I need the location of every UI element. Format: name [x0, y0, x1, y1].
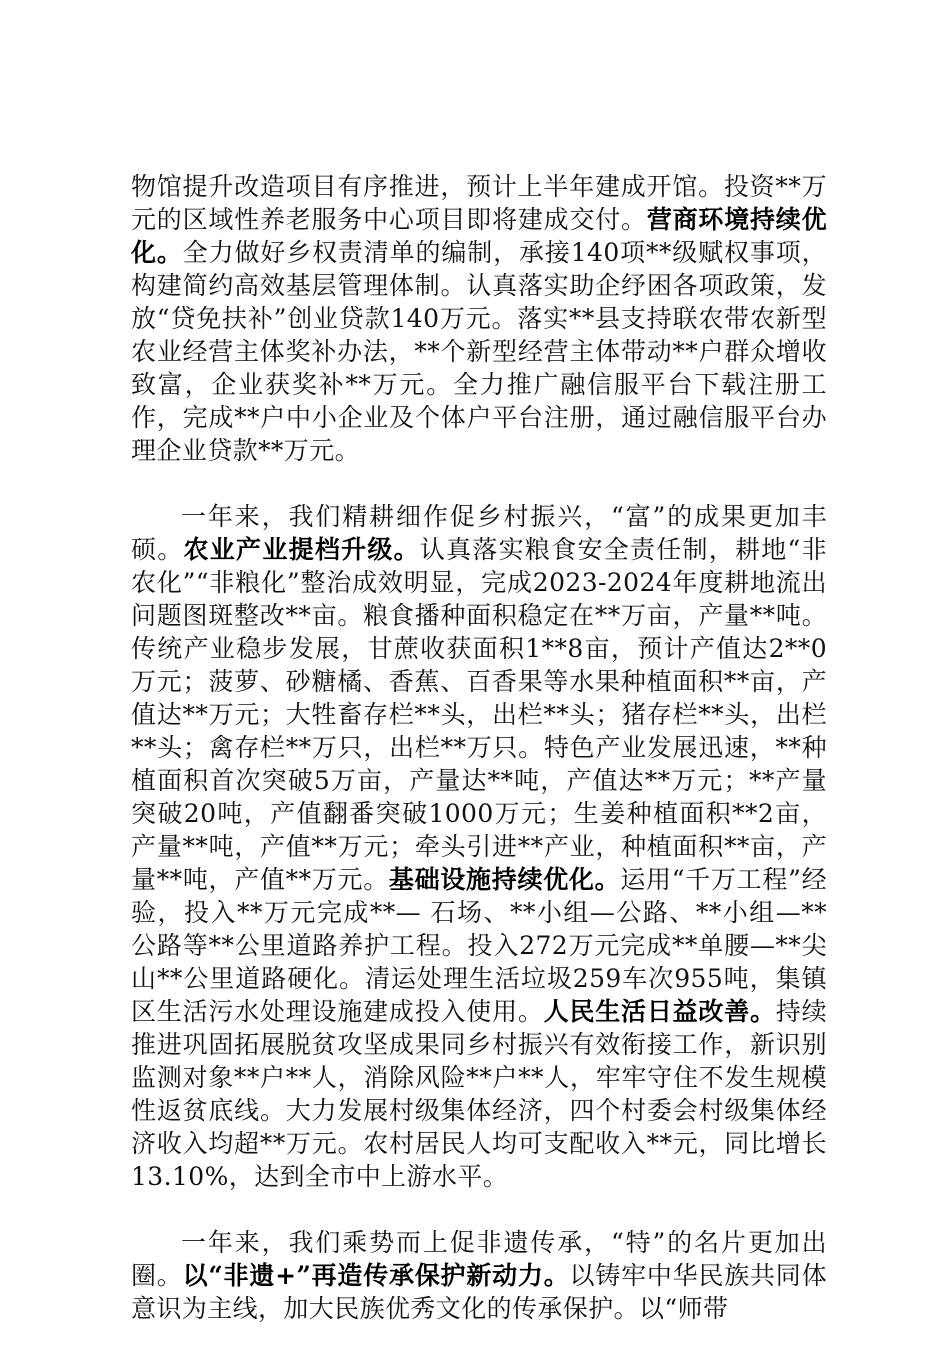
- paragraph-intangible-heritage: [131, 1226, 827, 1325]
- section-heading-business-environment: 营商环境持续优化。: [131, 205, 827, 267]
- section-heading-heritage: 以“非遗+”再造传承保护新动力。: [182, 1261, 570, 1290]
- section-heading-infrastructure: 基础设施持续优化。: [388, 865, 621, 894]
- section-heading-livelihood: 人民生活日益改善。: [543, 997, 776, 1026]
- paragraph-text: 一年来，我们乘势而上促非遗传承，“特”的名片更加出圈。: [131, 1228, 827, 1290]
- paragraph-text: 一年来，我们精耕细作促乡村振兴，“富”的成果更加丰硕。: [131, 502, 827, 564]
- paragraph-rural-revitalization: [131, 500, 827, 1193]
- document-body: [131, 170, 827, 1358]
- paragraph-text: 全力做好乡权责清单的编制，承接140项**级赋权事项，构建简约高效基层管理体制。认真落实助企纾困各项政策，发放“贷免扶补”创业贷款140万元。落实**县支持联农带农新型农业经营主体奖补办法，**个新型经营主体带动**户群众增收致富，企业获奖补**万元。全力推广融信服平台下载注册工作，完成**户中小企业及个体户平台注册，通过融信服平台办理企业贷款**万元。: [131, 238, 827, 465]
- paragraph-text: 物馆提升改造项目有序推进，预计上半年建成开馆。投资**万元的区域性养老服务中心项目即将建成交付。: [131, 172, 827, 234]
- paragraph-business-environment: [131, 170, 827, 467]
- paragraph-text: 认真落实粮食安全责任制，耕地“非农化”“非粮化”整治成效明显，完成2023-2024年度耕地流出问题图斑整改**亩。粮食播种面积稳定在**万亩，产量**吨。传统产业稳步发展，甘蔗收获面积1**8亩，预计产值达2**0万元；菠萝、砂糖橘、香蕉、百香果等水果种植面积**亩，产值达**万元；大牲畜存栏**头，出栏**头；猪存栏**头，出栏**头；禽存栏**万只，出栏**万只。特色产业发展迅速，**种植面积首次突破5万亩，产量达**吨，产值达**万元；**产量突破20吨，产值翻番突破1000万元；生姜种植面积**2亩，产量**吨，产值**万元；牵头引进**产业，种植面积**亩，产量**吨，产值**万元。: [131, 535, 827, 894]
- paragraph-text: 持续推进巩固拓展脱贫攻坚成果同乡村振兴有效衔接工作，新识别监测对象**户**人，消除风险**户**人，牢牢守住不发生规模性返贫底线。大力发展村级集体经济，四个村委会村级集体经济收入均超**万元。农村居民人均可支配收入**元，同比增长13.10%，达到全市中上游水平。: [131, 997, 827, 1191]
- section-heading-agriculture: 农业产业提档升级。: [183, 535, 420, 564]
- paragraph-text: 运用“千万工程”经验，投入**万元完成**— 石场、**小组—公路、**小组—**公路等**公里道路养护工程。投入272万元完成**单腰—**尖山**公里道路硬化。清运处理生活垃圾259车次955吨，集镇区生活污水处理设施建成投入使用。: [131, 865, 827, 1026]
- paragraph-text: 以铸牢中华民族共同体意识为主线，加大民族优秀文化的传承保护。以“师带: [131, 1261, 827, 1323]
